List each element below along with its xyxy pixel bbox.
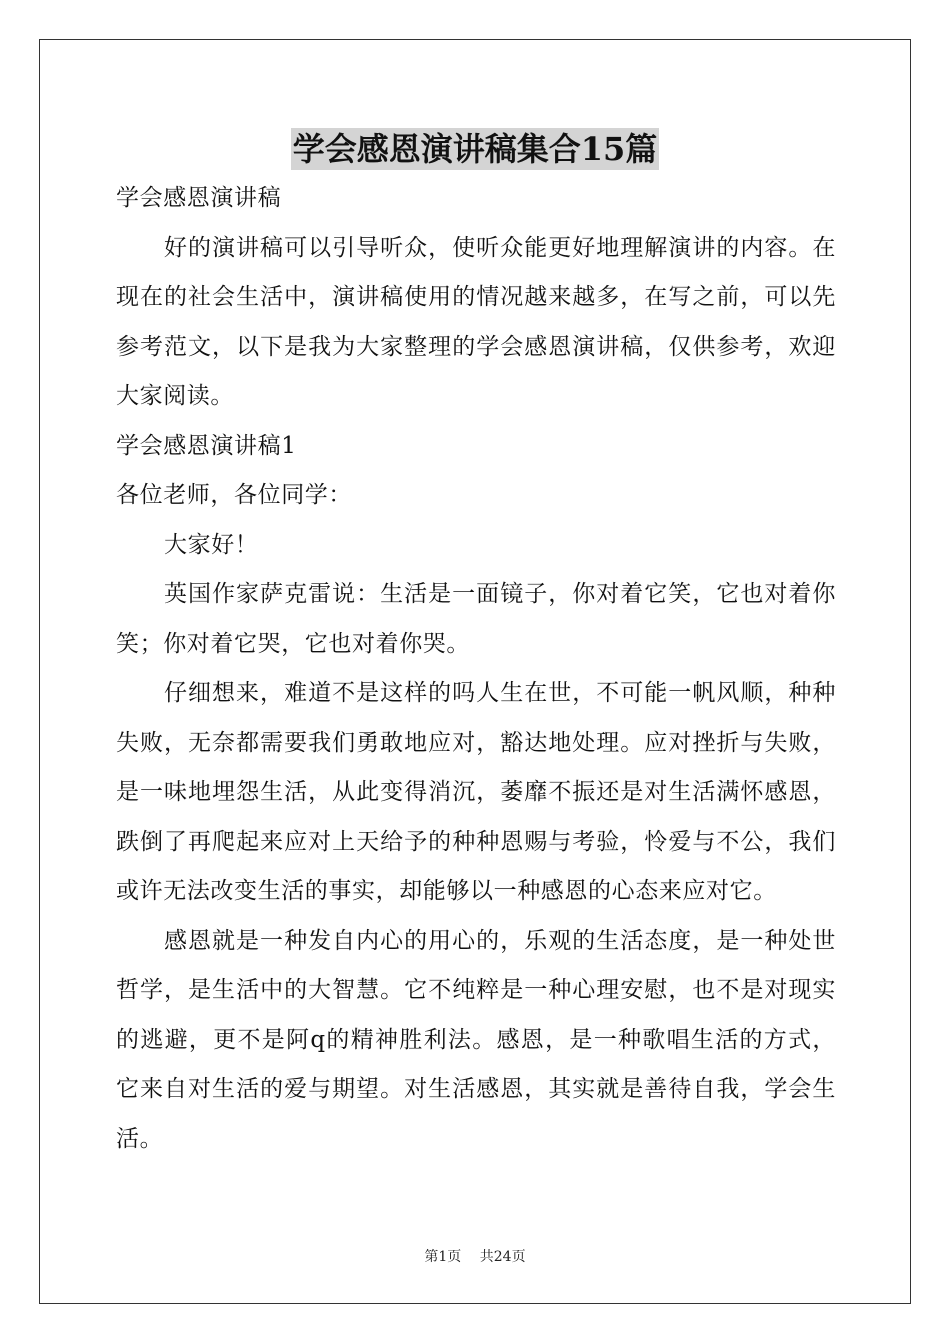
title-container [0, 128, 950, 170]
page-total: 共24页 [479, 1249, 526, 1265]
paragraph: 好的演讲稿可以引导听众，使听众能更好地理解演讲的内容。在现在的社会生活中，演讲稿使用的情况越来越多，在写之前，可以先参考范文，以下是我为大家整理的学会感恩演讲稿，仅供参考，欢迎大家阅读。 [116, 234, 836, 409]
paragraph: 感恩就是一种发自内心的用心的，乐观的生活态度，是一种处世哲学，是生活中的大智慧。它不纯粹是一种心理安慰，也不是对现实的逃避，更不是阿q的精神胜利法。感恩，是一种歌唱生活的方式，它来自对生活的爱与期望。对生活感恩，其实就是善待自我，学会生活。 [116, 927, 836, 1152]
page-number: 第1页 [424, 1249, 462, 1265]
salutation: 各位老师，各位同学： [116, 482, 352, 508]
page-footer [0, 1246, 950, 1266]
document-body [116, 174, 836, 1164]
paragraph: 学会感恩演讲稿 [116, 185, 282, 211]
paragraph: 英国作家萨克雷说：生活是一面镜子，你对着它笑，它也对着你笑；你对着它哭，它也对着你哭。 [116, 581, 836, 657]
document-title: 学会感恩演讲稿集合15篇 [292, 130, 658, 168]
section-heading: 学会感恩演讲稿1 [116, 432, 297, 459]
paragraph: 大家好！ [164, 531, 259, 558]
paragraph: 仔细想来，难道不是这样的吗人生在世，不可能一帆风顺，种种失败，无奈都需要我们勇敢地应对，豁达地处理。应对挫折与失败，是一味地埋怨生活，从此变得消沉，萎靡不振还是对生活满怀感恩，跌倒了再爬起来应对上天给予的种种恩赐与考验，怜爱与不公，我们或许无法改变生活的事实，却能够以一种感恩的心态来应对它。 [116, 680, 836, 904]
